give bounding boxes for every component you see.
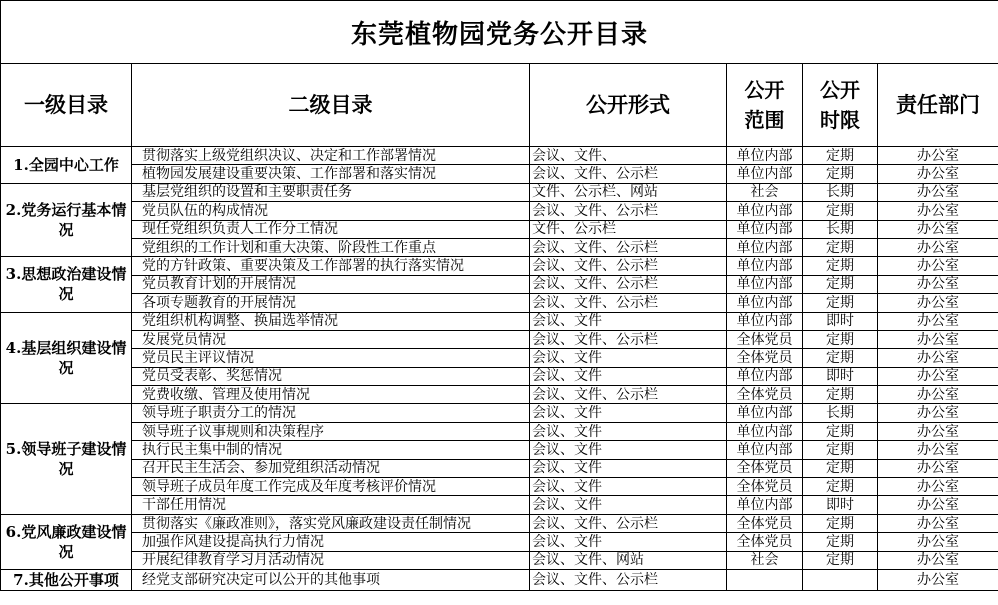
table-row [1, 422, 998, 440]
level2-item: 党组织机构调整、换届选举情况 [132, 312, 530, 330]
table-row [1, 533, 998, 551]
level2-item: 开展纪律教育学习月活动情况 [132, 551, 530, 569]
responsible-dept: 办公室 [878, 441, 998, 459]
table-row [1, 441, 998, 459]
publish-form: 会议、文件 [530, 459, 727, 477]
publish-form: 会议、文件 [530, 404, 727, 422]
responsible-dept: 办公室 [878, 165, 998, 183]
publish-scope: 全体党员 [727, 330, 803, 348]
responsible-dept: 办公室 [878, 478, 998, 496]
publish-scope: 全体党员 [727, 514, 803, 532]
table-row [1, 404, 998, 422]
header-form: 公开形式 [530, 64, 727, 147]
publish-scope: 全体党员 [727, 459, 803, 477]
level2-item: 植物园发展建设重要决策、工作部署和落实情况 [132, 165, 530, 183]
level2-item: 党的方针政策、重要决策及工作部署的执行落实情况 [132, 257, 530, 275]
table-row [1, 202, 998, 220]
level2-item: 领导班子成员年度工作完成及年度考核评价情况 [132, 478, 530, 496]
responsible-dept: 办公室 [878, 330, 998, 348]
responsible-dept: 办公室 [878, 220, 998, 238]
table-row [1, 514, 998, 532]
publish-scope: 单位内部 [727, 404, 803, 422]
table-row [1, 312, 998, 330]
publish-form: 会议、文件 [530, 312, 727, 330]
publish-scope: 单位内部 [727, 220, 803, 238]
responsible-dept: 办公室 [878, 202, 998, 220]
publish-scope: 单位内部 [727, 496, 803, 514]
publish-form: 会议、文件、公示栏 [530, 330, 727, 348]
table-row [1, 275, 998, 293]
level2-item: 党组织的工作计划和重大决策、阶段性工作重点 [132, 238, 530, 256]
level1-category: 1.全园中心工作 [1, 147, 132, 184]
level2-item: 加强作风建设提高执行力情况 [132, 533, 530, 551]
publish-form: 会议、文件、公示栏 [530, 294, 727, 312]
page-title: 东莞植物园党务公开目录 [1, 1, 998, 64]
publish-form: 会议、文件、公示栏 [530, 257, 727, 275]
level2-item: 贯彻落实《廉政准则》，落实党风廉政建设责任制情况 [132, 514, 530, 532]
publish-form: 文件、公示栏、网站 [530, 183, 727, 201]
publish-timing: 定期 [803, 422, 878, 440]
header-scope: 公开 范围 [727, 64, 803, 147]
publish-scope [727, 569, 803, 590]
publish-timing: 即时 [803, 312, 878, 330]
table-row [1, 220, 998, 238]
publish-timing: 定期 [803, 514, 878, 532]
publish-scope: 全体党员 [727, 478, 803, 496]
level2-item: 党员队伍的构成情况 [132, 202, 530, 220]
table-row [1, 496, 998, 514]
publish-timing: 定期 [803, 202, 878, 220]
publish-scope: 单位内部 [727, 202, 803, 220]
publish-form: 会议、文件、公示栏 [530, 202, 727, 220]
publish-scope: 社会 [727, 183, 803, 201]
table-row [1, 147, 998, 165]
header-level1: 一级目录 [1, 64, 132, 147]
table-row [1, 367, 998, 385]
level2-item: 现任党组织负责人工作分工情况 [132, 220, 530, 238]
level2-item: 领导班子职责分工的情况 [132, 404, 530, 422]
level2-item: 执行民主集中制的情况 [132, 441, 530, 459]
publish-timing: 定期 [803, 386, 878, 404]
responsible-dept: 办公室 [878, 386, 998, 404]
header-timing: 公开 时限 [803, 64, 878, 147]
table-row [1, 294, 998, 312]
table-row [1, 459, 998, 477]
level2-item: 干部任用情况 [132, 496, 530, 514]
publish-scope: 单位内部 [727, 441, 803, 459]
table-row [1, 349, 998, 367]
publish-scope: 全体党员 [727, 349, 803, 367]
responsible-dept: 办公室 [878, 404, 998, 422]
header-dept: 责任部门 [878, 64, 998, 147]
responsible-dept: 办公室 [878, 422, 998, 440]
table-row [1, 330, 998, 348]
publish-scope: 单位内部 [727, 275, 803, 293]
publish-scope: 全体党员 [727, 386, 803, 404]
level2-item: 发展党员情况 [132, 330, 530, 348]
level1-category: 2.党务运行基本情况 [1, 183, 132, 257]
publish-timing: 即时 [803, 367, 878, 385]
responsible-dept: 办公室 [878, 147, 998, 165]
table-row [1, 569, 998, 590]
publish-form: 会议、文件、公示栏 [530, 386, 727, 404]
publish-scope: 单位内部 [727, 367, 803, 385]
publish-scope: 单位内部 [727, 294, 803, 312]
table-row [1, 478, 998, 496]
table-row [1, 165, 998, 183]
level2-item: 召开民主生活会、参加党组织活动情况 [132, 459, 530, 477]
responsible-dept: 办公室 [878, 349, 998, 367]
publish-timing: 定期 [803, 294, 878, 312]
publish-form: 会议、文件 [530, 441, 727, 459]
level1-category: 5.领导班子建设情况 [1, 404, 132, 514]
header-level2: 二级目录 [132, 64, 530, 147]
level2-item: 党员民主评议情况 [132, 349, 530, 367]
level2-item: 领导班子议事规则和决策程序 [132, 422, 530, 440]
table-row [1, 238, 998, 256]
responsible-dept: 办公室 [878, 459, 998, 477]
publish-form: 会议、文件、网站 [530, 551, 727, 569]
responsible-dept: 办公室 [878, 514, 998, 532]
publish-scope: 单位内部 [727, 257, 803, 275]
level2-item: 贯彻落实上级党组织决议、决定和工作部署情况 [132, 147, 530, 165]
publish-form: 会议、文件 [530, 478, 727, 496]
responsible-dept: 办公室 [878, 569, 998, 590]
publish-timing: 定期 [803, 238, 878, 256]
publish-form: 会议、文件、公示栏 [530, 514, 727, 532]
level2-item: 党费收缴、管理及使用情况 [132, 386, 530, 404]
publish-timing: 定期 [803, 551, 878, 569]
publish-form: 会议、文件 [530, 367, 727, 385]
publish-timing: 长期 [803, 404, 878, 422]
publish-form: 会议、文件、公示栏 [530, 238, 727, 256]
responsible-dept: 办公室 [878, 257, 998, 275]
level2-item: 基层党组织的设置和主要职责任务 [132, 183, 530, 201]
responsible-dept: 办公室 [878, 533, 998, 551]
publish-form: 会议、文件、 [530, 147, 727, 165]
level1-category: 4.基层组织建设情况 [1, 312, 132, 404]
publish-timing: 定期 [803, 441, 878, 459]
publish-timing: 长期 [803, 220, 878, 238]
responsible-dept: 办公室 [878, 183, 998, 201]
publish-timing: 定期 [803, 165, 878, 183]
publish-scope: 单位内部 [727, 312, 803, 330]
publish-form: 文件、公示栏 [530, 220, 727, 238]
publish-form: 会议、文件 [530, 422, 727, 440]
publish-form: 会议、文件、公示栏 [530, 165, 727, 183]
publish-scope: 单位内部 [727, 238, 803, 256]
publish-form: 会议、文件 [530, 349, 727, 367]
level2-item: 党员受表彰、奖惩情况 [132, 367, 530, 385]
table-row [1, 183, 998, 201]
publish-timing [803, 569, 878, 590]
publish-form: 会议、文件 [530, 533, 727, 551]
publish-scope: 单位内部 [727, 165, 803, 183]
responsible-dept: 办公室 [878, 238, 998, 256]
publish-timing: 定期 [803, 275, 878, 293]
level2-item: 各项专题教育的开展情况 [132, 294, 530, 312]
publish-timing: 定期 [803, 349, 878, 367]
level1-category: 3.思想政治建设情况 [1, 257, 132, 312]
level1-category: 7.其他公开事项 [1, 569, 132, 590]
publish-form: 会议、文件、公示栏 [530, 569, 727, 590]
publish-timing: 定期 [803, 459, 878, 477]
publish-scope: 单位内部 [727, 422, 803, 440]
publish-timing: 定期 [803, 478, 878, 496]
responsible-dept: 办公室 [878, 367, 998, 385]
publish-timing: 即时 [803, 496, 878, 514]
publish-form: 会议、文件、公示栏 [530, 275, 727, 293]
publish-timing: 定期 [803, 330, 878, 348]
publish-timing: 定期 [803, 257, 878, 275]
level2-item: 党员教育计划的开展情况 [132, 275, 530, 293]
publish-scope: 社会 [727, 551, 803, 569]
responsible-dept: 办公室 [878, 294, 998, 312]
responsible-dept: 办公室 [878, 275, 998, 293]
publish-form: 会议、文件 [530, 496, 727, 514]
responsible-dept: 办公室 [878, 496, 998, 514]
level1-category: 6.党风廉政建设情况 [1, 514, 132, 569]
level2-item: 经党支部研究决定可以公开的其他事项 [132, 569, 530, 590]
publish-timing: 定期 [803, 147, 878, 165]
responsible-dept: 办公室 [878, 551, 998, 569]
publish-timing: 长期 [803, 183, 878, 201]
table-row [1, 386, 998, 404]
table-row [1, 551, 998, 569]
publish-scope: 全体党员 [727, 533, 803, 551]
table-row [1, 257, 998, 275]
responsible-dept: 办公室 [878, 312, 998, 330]
publish-scope: 单位内部 [727, 147, 803, 165]
publish-timing: 定期 [803, 533, 878, 551]
